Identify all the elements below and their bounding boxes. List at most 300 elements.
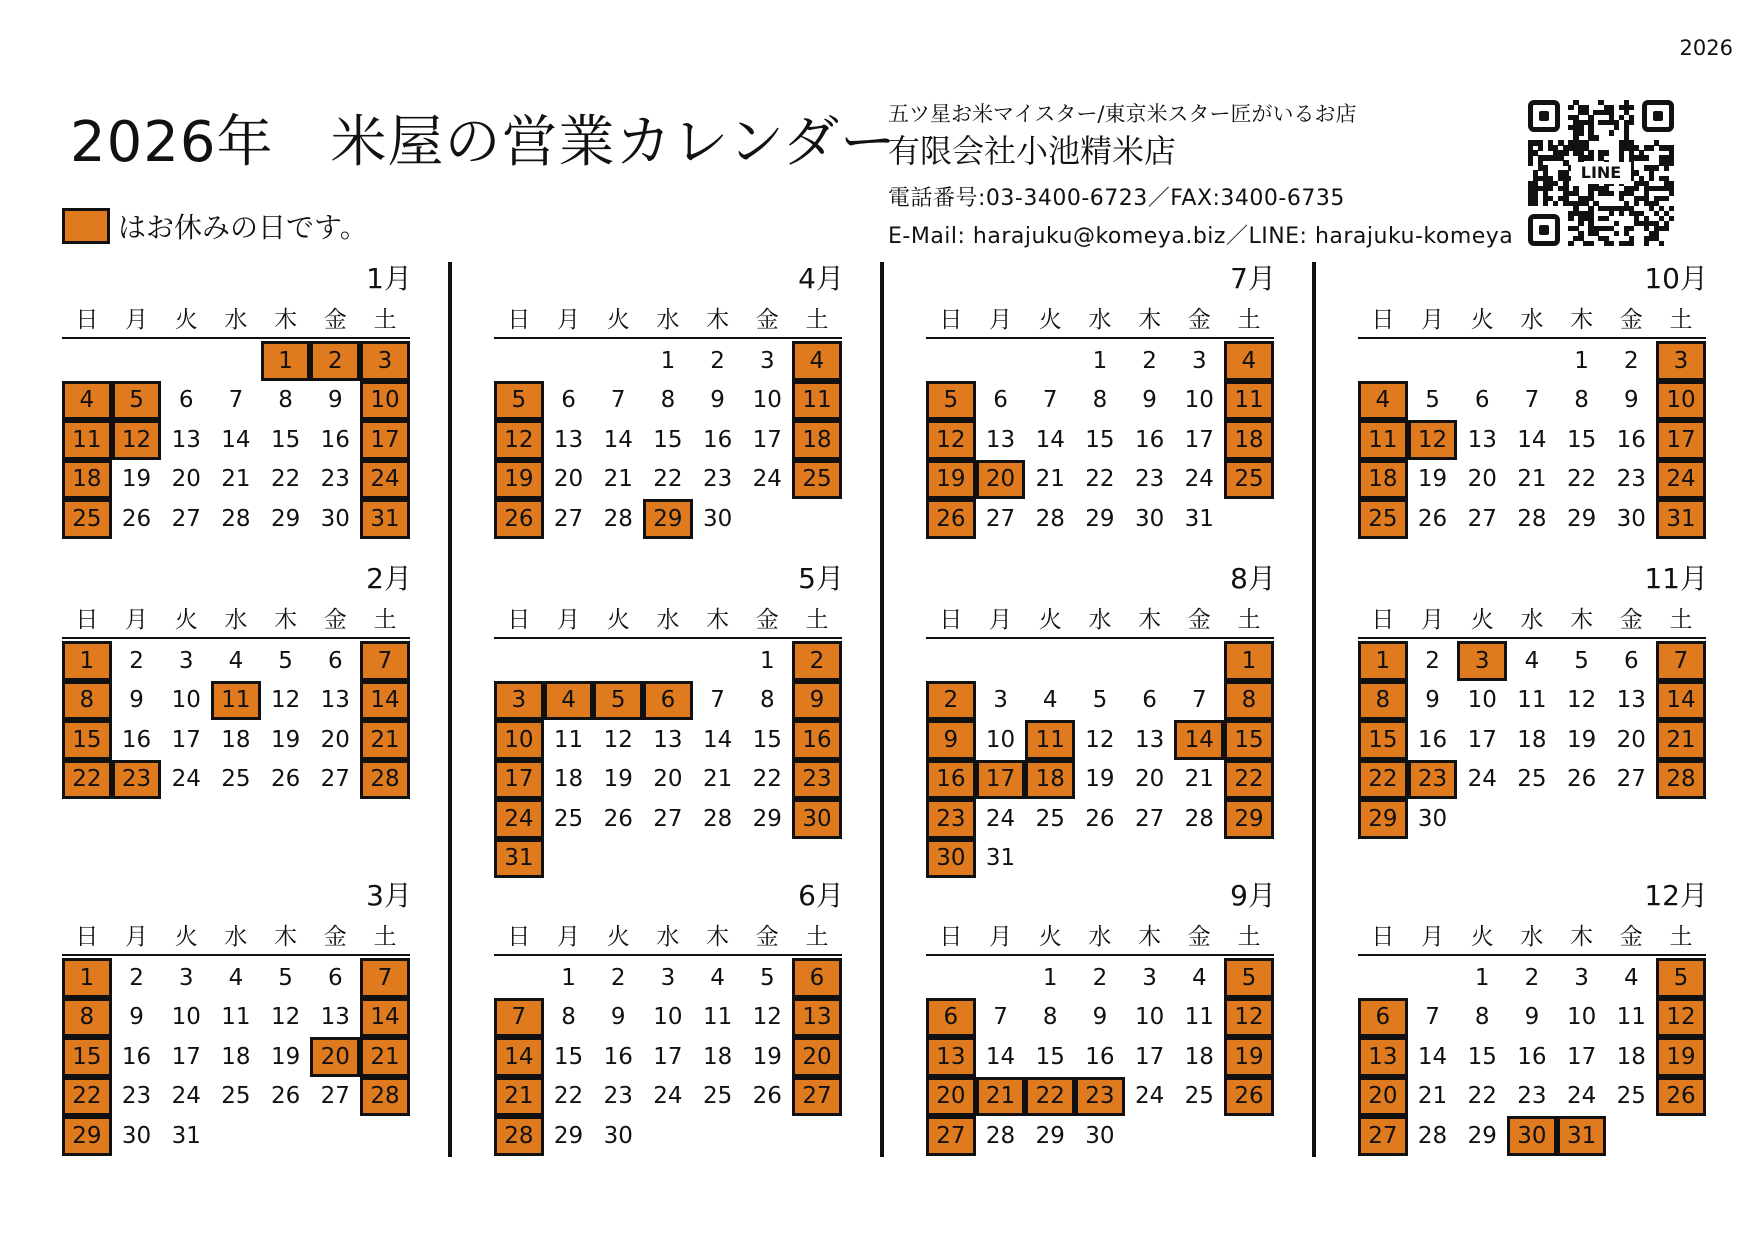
day-cell: 16 bbox=[1085, 1043, 1115, 1070]
weekday-header bbox=[926, 305, 1274, 339]
holiday-day-cell: 21 bbox=[494, 1077, 544, 1117]
holiday-day-cell: 20 bbox=[1358, 1077, 1408, 1117]
weekday-label: 木 bbox=[1138, 307, 1162, 333]
day-cell: 25 bbox=[1035, 805, 1065, 832]
day-cell: 26 bbox=[1566, 766, 1597, 793]
month-block bbox=[1358, 263, 1712, 563]
holiday-day-cell: 28 bbox=[360, 760, 410, 800]
day-cell: 21 bbox=[702, 766, 733, 793]
month-block bbox=[62, 263, 416, 563]
day-cell: 30 bbox=[1134, 505, 1165, 532]
weekday-label: 日 bbox=[1371, 607, 1395, 633]
weekday-label: 月 bbox=[557, 307, 581, 333]
holiday-day-cell: 30 bbox=[792, 799, 842, 839]
day-cell: 9 bbox=[710, 387, 725, 414]
month-title: 10月 bbox=[1644, 262, 1708, 295]
holiday-day-cell: 12 bbox=[926, 420, 976, 460]
day-cell: 15 bbox=[653, 426, 683, 453]
day-cell: 29 bbox=[1035, 1122, 1065, 1149]
holiday-day-cell: 4 bbox=[62, 381, 112, 421]
day-cell: 27 bbox=[985, 505, 1016, 532]
weekday-label: 日 bbox=[75, 607, 99, 633]
day-cell: 16 bbox=[1616, 426, 1646, 453]
day-grid bbox=[494, 958, 842, 1156]
day-cell: 17 bbox=[1184, 426, 1214, 453]
holiday-day-cell: 17 bbox=[360, 420, 410, 460]
day-cell: 4 bbox=[1524, 647, 1540, 674]
holiday-day-cell: 7 bbox=[1656, 641, 1706, 681]
holiday-day-cell: 27 bbox=[792, 1077, 842, 1117]
empty-cell bbox=[593, 641, 643, 681]
empty-cell bbox=[494, 341, 544, 381]
weekday-label: 金 bbox=[323, 607, 347, 633]
weekday-label: 月 bbox=[557, 924, 581, 950]
day-cell: 13 bbox=[653, 726, 683, 753]
day-cell: 19 bbox=[1566, 726, 1597, 753]
holiday-day-cell: 23 bbox=[792, 760, 842, 800]
holiday-day-cell: 22 bbox=[1025, 1077, 1075, 1117]
day-cell: 2 bbox=[129, 647, 144, 674]
day-cell: 11 bbox=[553, 726, 584, 753]
holiday-day-cell: 24 bbox=[1656, 460, 1706, 500]
line-qr-code[interactable] bbox=[1528, 100, 1674, 246]
day-cell: 11 bbox=[702, 1004, 733, 1031]
day-cell: 22 bbox=[653, 466, 683, 493]
weekday-label: 日 bbox=[507, 924, 531, 950]
day-cell: 7 bbox=[1042, 387, 1058, 414]
day-cell: 31 bbox=[171, 1122, 201, 1149]
weekday-label: 金 bbox=[1187, 307, 1211, 333]
day-cell: 26 bbox=[270, 1083, 301, 1110]
weekday-label: 月 bbox=[989, 607, 1013, 633]
day-cell: 20 bbox=[171, 466, 201, 493]
month-block bbox=[62, 563, 416, 863]
holiday-day-cell: 1 bbox=[261, 341, 311, 381]
day-cell: 3 bbox=[759, 347, 775, 374]
day-cell: 3 bbox=[1142, 964, 1157, 991]
day-cell: 10 bbox=[1184, 387, 1214, 414]
holiday-day-cell: 25 bbox=[62, 499, 112, 539]
day-cell: 7 bbox=[610, 387, 626, 414]
day-cell: 2 bbox=[1142, 347, 1157, 374]
holiday-day-cell: 14 bbox=[1174, 720, 1224, 760]
day-grid bbox=[1358, 958, 1706, 1156]
day-cell: 6 bbox=[327, 964, 343, 991]
day-cell: 25 bbox=[221, 766, 251, 793]
holiday-day-cell: 10 bbox=[1656, 381, 1706, 421]
holiday-day-cell: 1 bbox=[62, 641, 112, 681]
day-cell: 1 bbox=[1042, 964, 1058, 991]
month-block bbox=[494, 880, 848, 1180]
day-cell: 12 bbox=[603, 726, 633, 753]
day-cell: 4 bbox=[228, 964, 244, 991]
weekday-label: 火 bbox=[1470, 924, 1494, 950]
weekday-header bbox=[1358, 922, 1706, 956]
day-cell: 27 bbox=[553, 505, 584, 532]
weekday-label: 水 bbox=[1088, 924, 1112, 950]
day-cell: 14 bbox=[1035, 426, 1065, 453]
day-cell: 16 bbox=[702, 426, 733, 453]
holiday-day-cell: 14 bbox=[360, 998, 410, 1038]
weekday-label: 水 bbox=[1088, 307, 1112, 333]
weekday-label: 水 bbox=[1088, 607, 1112, 633]
weekday-label: 木 bbox=[1138, 607, 1162, 633]
holiday-day-cell: 12 bbox=[494, 420, 544, 460]
weekday-label: 土 bbox=[1669, 924, 1693, 950]
day-cell: 19 bbox=[603, 766, 633, 793]
weekday-label: 火 bbox=[606, 607, 630, 633]
weekday-label: 金 bbox=[1619, 307, 1643, 333]
day-cell: 28 bbox=[1035, 505, 1065, 532]
weekday-label: 土 bbox=[805, 607, 829, 633]
empty-cell bbox=[1408, 958, 1458, 998]
day-cell: 19 bbox=[752, 1043, 782, 1070]
holiday-day-cell: 21 bbox=[976, 1077, 1026, 1117]
month-title: 7月 bbox=[1230, 262, 1276, 295]
weekday-label: 火 bbox=[1470, 307, 1494, 333]
day-cell: 7 bbox=[1524, 387, 1540, 414]
day-cell: 12 bbox=[270, 687, 301, 714]
day-cell: 26 bbox=[752, 1083, 782, 1110]
day-cell: 20 bbox=[553, 466, 584, 493]
day-cell: 25 bbox=[1517, 766, 1547, 793]
day-cell: 8 bbox=[1092, 387, 1108, 414]
holiday-day-cell: 29 bbox=[1358, 799, 1408, 839]
weekday-label: 土 bbox=[805, 307, 829, 333]
holiday-day-cell: 26 bbox=[1656, 1077, 1706, 1117]
day-cell: 9 bbox=[129, 1004, 144, 1031]
column-separator bbox=[880, 262, 884, 1157]
holiday-day-cell: 12 bbox=[1656, 998, 1706, 1038]
day-cell: 9 bbox=[129, 687, 144, 714]
day-grid bbox=[494, 341, 842, 539]
empty-cell bbox=[976, 641, 1026, 681]
day-cell: 22 bbox=[752, 766, 782, 793]
holiday-day-cell: 11 bbox=[62, 420, 112, 460]
day-cell: 11 bbox=[1616, 1004, 1646, 1031]
day-cell: 6 bbox=[327, 647, 343, 674]
day-cell: 5 bbox=[1574, 647, 1589, 674]
empty-cell bbox=[544, 641, 594, 681]
day-cell: 4 bbox=[710, 964, 725, 991]
day-cell: 5 bbox=[1425, 387, 1440, 414]
day-grid bbox=[62, 641, 410, 799]
day-cell: 16 bbox=[1517, 1043, 1547, 1070]
day-grid bbox=[926, 958, 1274, 1156]
holiday-day-cell: 4 bbox=[1224, 341, 1274, 381]
day-cell: 5 bbox=[1092, 687, 1108, 714]
holiday-day-cell: 3 bbox=[1457, 641, 1507, 681]
holiday-day-cell: 30 bbox=[1507, 1116, 1557, 1156]
weekday-label: 金 bbox=[323, 307, 347, 333]
empty-cell bbox=[1075, 641, 1125, 681]
day-cell: 28 bbox=[702, 805, 733, 832]
holiday-day-cell: 4 bbox=[1358, 381, 1408, 421]
day-cell: 27 bbox=[320, 766, 350, 793]
month-block bbox=[1358, 563, 1712, 863]
day-cell: 4 bbox=[1623, 964, 1639, 991]
day-cell: 29 bbox=[1566, 505, 1597, 532]
weekday-label: 木 bbox=[274, 924, 298, 950]
weekday-label: 金 bbox=[755, 607, 779, 633]
weekday-label: 火 bbox=[1038, 924, 1062, 950]
day-cell: 15 bbox=[270, 426, 301, 453]
shop-phone: 電話番号:03-3400-6723／FAX:3400-6735 bbox=[888, 186, 1345, 211]
weekday-label: 火 bbox=[174, 607, 198, 633]
empty-cell bbox=[976, 341, 1026, 381]
holiday-day-cell: 11 bbox=[211, 681, 261, 721]
weekday-header bbox=[494, 922, 842, 956]
day-cell: 1 bbox=[1574, 347, 1589, 374]
weekday-label: 火 bbox=[174, 924, 198, 950]
empty-cell bbox=[643, 641, 693, 681]
holiday-day-cell: 10 bbox=[494, 720, 544, 760]
weekday-header bbox=[926, 922, 1274, 956]
empty-cell bbox=[593, 341, 643, 381]
weekday-header bbox=[62, 922, 410, 956]
day-cell: 7 bbox=[710, 687, 725, 714]
holiday-day-cell: 1 bbox=[62, 958, 112, 998]
holiday-day-cell: 12 bbox=[1224, 998, 1274, 1038]
day-cell: 15 bbox=[1566, 426, 1597, 453]
weekday-header bbox=[1358, 605, 1706, 639]
day-cell: 9 bbox=[1425, 687, 1440, 714]
holiday-day-cell: 18 bbox=[1025, 760, 1075, 800]
holiday-day-cell: 5 bbox=[494, 381, 544, 421]
day-cell: 29 bbox=[752, 805, 782, 832]
corner-year-label: 2026 bbox=[1679, 36, 1733, 60]
day-cell: 15 bbox=[1467, 1043, 1497, 1070]
day-cell: 7 bbox=[1191, 687, 1207, 714]
day-cell: 5 bbox=[278, 964, 293, 991]
holiday-day-cell: 2 bbox=[926, 681, 976, 721]
day-cell: 2 bbox=[1092, 964, 1108, 991]
holiday-day-cell: 27 bbox=[926, 1116, 976, 1156]
month-title: 2月 bbox=[366, 562, 412, 595]
weekday-label: 木 bbox=[274, 607, 298, 633]
empty-cell bbox=[926, 341, 976, 381]
day-cell: 28 bbox=[221, 505, 251, 532]
holiday-day-cell: 29 bbox=[1224, 799, 1274, 839]
holiday-day-cell: 24 bbox=[360, 460, 410, 500]
day-cell: 5 bbox=[278, 647, 293, 674]
holiday-day-cell: 12 bbox=[1408, 420, 1458, 460]
day-cell: 20 bbox=[1467, 466, 1497, 493]
weekday-label: 木 bbox=[706, 307, 730, 333]
weekday-label: 木 bbox=[1138, 924, 1162, 950]
weekday-label: 木 bbox=[1570, 307, 1594, 333]
day-cell: 10 bbox=[171, 1004, 201, 1031]
shop-info bbox=[888, 100, 1513, 252]
empty-cell bbox=[1358, 341, 1408, 381]
day-cell: 22 bbox=[1467, 1083, 1497, 1110]
shop-tagline: 五ツ星お米マイスター/東京米スター匠がいるお店 bbox=[888, 102, 1357, 126]
weekday-label: 月 bbox=[989, 307, 1013, 333]
day-cell: 13 bbox=[320, 687, 350, 714]
day-cell: 16 bbox=[320, 426, 350, 453]
day-grid bbox=[926, 341, 1274, 539]
empty-cell bbox=[494, 958, 544, 998]
day-cell: 11 bbox=[1184, 1004, 1214, 1031]
weekday-label: 月 bbox=[125, 307, 149, 333]
month-title: 8月 bbox=[1230, 562, 1276, 595]
weekday-label: 金 bbox=[755, 307, 779, 333]
day-cell: 29 bbox=[1085, 505, 1115, 532]
weekday-label: 水 bbox=[656, 924, 680, 950]
empty-cell bbox=[693, 641, 743, 681]
holiday-day-cell: 11 bbox=[1358, 420, 1408, 460]
column-separator bbox=[448, 262, 452, 1157]
holiday-day-cell: 14 bbox=[1656, 681, 1706, 721]
day-cell: 27 bbox=[320, 1083, 350, 1110]
day-cell: 17 bbox=[171, 1043, 201, 1070]
day-cell: 24 bbox=[1184, 466, 1214, 493]
holiday-day-cell: 27 bbox=[1358, 1116, 1408, 1156]
holiday-day-cell: 17 bbox=[1656, 420, 1706, 460]
day-cell: 7 bbox=[228, 387, 244, 414]
holiday-day-cell: 5 bbox=[926, 381, 976, 421]
day-cell: 16 bbox=[121, 726, 152, 753]
day-cell: 14 bbox=[1417, 1043, 1448, 1070]
holiday-day-cell: 14 bbox=[494, 1037, 544, 1077]
weekday-label: 水 bbox=[1520, 924, 1544, 950]
empty-cell bbox=[976, 958, 1026, 998]
weekday-label: 水 bbox=[224, 307, 248, 333]
empty-cell bbox=[1507, 341, 1557, 381]
day-cell: 27 bbox=[653, 805, 683, 832]
weekday-label: 土 bbox=[1237, 307, 1261, 333]
day-cell: 2 bbox=[1524, 964, 1540, 991]
holiday-day-cell: 19 bbox=[926, 460, 976, 500]
day-cell: 3 bbox=[1574, 964, 1589, 991]
holiday-day-cell: 25 bbox=[792, 460, 842, 500]
day-cell: 24 bbox=[653, 1083, 683, 1110]
empty-cell bbox=[544, 341, 594, 381]
holiday-day-cell: 20 bbox=[792, 1037, 842, 1077]
day-cell: 28 bbox=[603, 505, 633, 532]
holiday-day-cell: 15 bbox=[1224, 720, 1274, 760]
weekday-label: 木 bbox=[1570, 924, 1594, 950]
month-block bbox=[926, 880, 1280, 1180]
day-cell: 6 bbox=[178, 387, 194, 414]
day-cell: 5 bbox=[759, 964, 775, 991]
holiday-day-cell: 5 bbox=[112, 381, 162, 421]
weekday-label: 月 bbox=[125, 607, 149, 633]
day-cell: 24 bbox=[752, 466, 782, 493]
day-cell: 20 bbox=[1616, 726, 1646, 753]
weekday-label: 土 bbox=[1669, 607, 1693, 633]
day-cell: 30 bbox=[702, 505, 733, 532]
day-cell: 10 bbox=[1134, 1004, 1165, 1031]
day-cell: 18 bbox=[1517, 726, 1547, 753]
empty-cell bbox=[161, 341, 211, 381]
day-cell: 10 bbox=[1467, 687, 1497, 714]
weekday-header bbox=[1358, 305, 1706, 339]
weekday-header bbox=[494, 305, 842, 339]
day-cell: 17 bbox=[653, 1043, 683, 1070]
holiday-day-cell: 5 bbox=[1224, 958, 1274, 998]
holiday-day-cell: 23 bbox=[926, 799, 976, 839]
empty-cell bbox=[62, 341, 112, 381]
weekday-label: 日 bbox=[1371, 307, 1395, 333]
day-grid bbox=[62, 341, 410, 539]
day-cell: 8 bbox=[660, 387, 676, 414]
day-cell: 3 bbox=[993, 687, 1008, 714]
day-cell: 6 bbox=[993, 387, 1008, 414]
weekday-label: 金 bbox=[1619, 607, 1643, 633]
day-cell: 18 bbox=[702, 1043, 733, 1070]
weekday-label: 水 bbox=[656, 307, 680, 333]
day-cell: 13 bbox=[985, 426, 1016, 453]
legend bbox=[62, 206, 368, 246]
day-cell: 12 bbox=[1085, 726, 1115, 753]
weekday-label: 火 bbox=[606, 307, 630, 333]
empty-cell bbox=[112, 341, 162, 381]
shop-name: 有限会社小池精米店 bbox=[888, 132, 1177, 170]
weekday-label: 日 bbox=[75, 924, 99, 950]
weekday-label: 土 bbox=[1237, 924, 1261, 950]
day-cell: 9 bbox=[327, 387, 343, 414]
holiday-day-cell: 21 bbox=[1656, 720, 1706, 760]
day-grid bbox=[62, 958, 410, 1156]
weekday-label: 月 bbox=[1421, 924, 1445, 950]
empty-cell bbox=[1408, 341, 1458, 381]
day-cell: 4 bbox=[228, 647, 244, 674]
day-cell: 6 bbox=[561, 387, 576, 414]
page-title: 2026年 米屋の営業カレンダー bbox=[70, 110, 897, 175]
weekday-label: 木 bbox=[274, 307, 298, 333]
holiday-day-cell: 15 bbox=[62, 720, 112, 760]
weekday-label: 水 bbox=[224, 924, 248, 950]
month-block bbox=[62, 880, 416, 1180]
holiday-day-cell: 8 bbox=[1358, 681, 1408, 721]
day-cell: 21 bbox=[221, 466, 251, 493]
holiday-day-cell: 13 bbox=[792, 998, 842, 1038]
holiday-day-cell: 29 bbox=[643, 499, 693, 539]
weekday-label: 土 bbox=[373, 924, 397, 950]
day-cell: 2 bbox=[710, 347, 725, 374]
day-cell: 26 bbox=[1417, 505, 1448, 532]
month-block bbox=[494, 562, 848, 872]
day-cell: 1 bbox=[660, 347, 676, 374]
day-cell: 16 bbox=[603, 1043, 633, 1070]
day-cell: 15 bbox=[752, 726, 782, 753]
day-cell: 16 bbox=[1134, 426, 1165, 453]
holiday-day-cell: 7 bbox=[494, 998, 544, 1038]
day-cell: 24 bbox=[1566, 1083, 1597, 1110]
weekday-label: 木 bbox=[1570, 607, 1594, 633]
day-cell: 4 bbox=[1042, 687, 1058, 714]
holiday-day-cell: 19 bbox=[1656, 1037, 1706, 1077]
day-cell: 13 bbox=[1134, 726, 1165, 753]
month-block bbox=[926, 562, 1280, 872]
day-cell: 30 bbox=[320, 505, 350, 532]
day-cell: 4 bbox=[1191, 964, 1207, 991]
day-cell: 14 bbox=[702, 726, 733, 753]
holiday-day-cell: 15 bbox=[62, 1037, 112, 1077]
day-cell: 29 bbox=[270, 505, 301, 532]
day-cell: 16 bbox=[1417, 726, 1448, 753]
weekday-header bbox=[62, 305, 410, 339]
day-grid bbox=[1358, 641, 1706, 839]
weekday-label: 土 bbox=[1237, 607, 1261, 633]
day-cell: 31 bbox=[1184, 505, 1214, 532]
day-cell: 30 bbox=[1616, 505, 1646, 532]
holiday-day-cell: 2 bbox=[792, 641, 842, 681]
holiday-day-cell: 4 bbox=[544, 681, 594, 721]
holiday-day-cell: 23 bbox=[1075, 1077, 1125, 1117]
weekday-label: 日 bbox=[75, 307, 99, 333]
